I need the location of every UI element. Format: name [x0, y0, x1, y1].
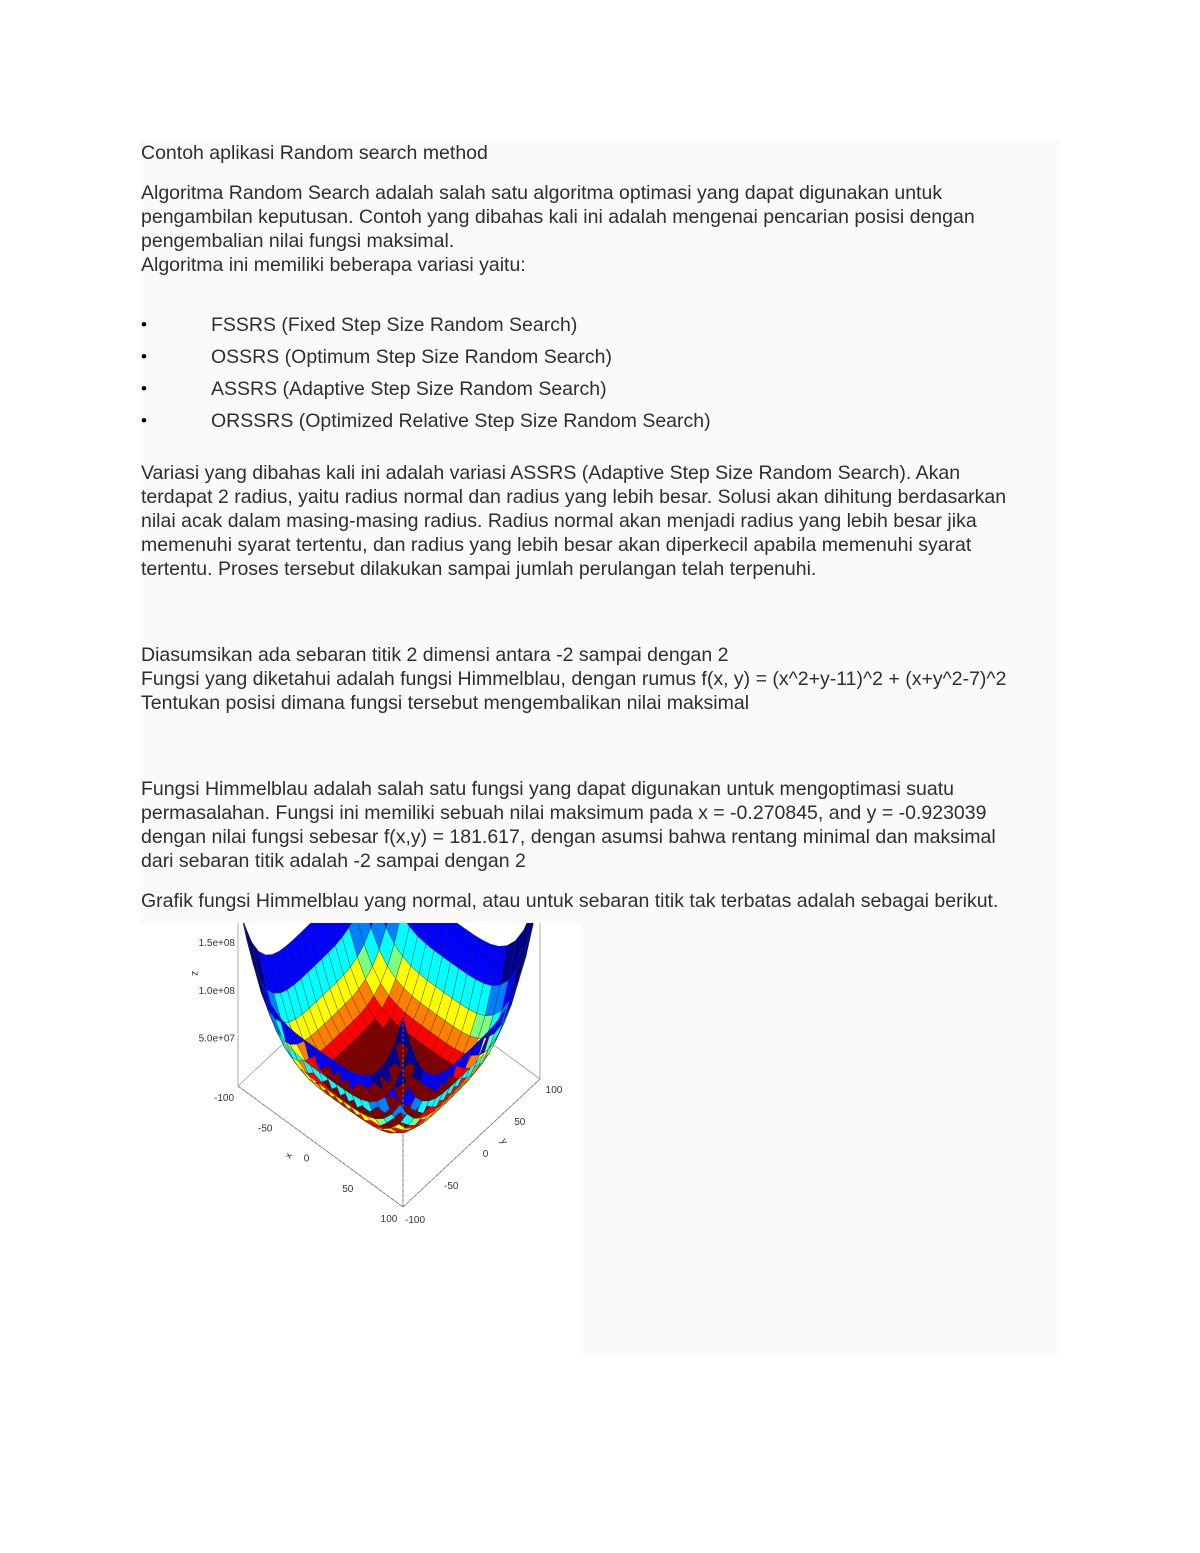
z-tick-label: 1.0e+08	[198, 985, 235, 997]
assrs-line: terdapat 2 radius, yaitu radius normal dan radius yang lebih besar. Solusi akan dihitung berdasarkan	[141, 486, 1007, 508]
x-tick-label: 50	[342, 1183, 354, 1195]
bullet: •	[141, 315, 147, 334]
y-tick-label: 50	[514, 1117, 526, 1128]
list-item-text: ORSSRS (Optimized Relative Step Size Random Search)	[211, 410, 711, 432]
assrs-line: tertentu. Proses tersebut dilakukan sampai jumlah perulangan telah terpenuhi.	[141, 558, 817, 580]
list-item	[141, 377, 1059, 401]
list-item	[141, 313, 1059, 337]
y-axis-label: y	[497, 1136, 510, 1147]
himmelblau-surface-plot	[141, 923, 581, 1353]
y-tick-label: -50	[444, 1181, 459, 1192]
z-tick-label: 1.5e+08	[198, 938, 235, 950]
document-title: Contoh aplikasi Random search method	[141, 142, 488, 164]
x-axis-label: x	[282, 1151, 295, 1161]
intro-line: pengambilan keputusan. Contoh yang dibahas kali ini adalah mengenai pencarian posisi dengan	[141, 206, 975, 228]
surface-plot-svg	[141, 923, 581, 1353]
list-item-text: OSSRS (Optimum Step Size Random Search)	[211, 346, 612, 368]
himmelblau-line: dengan nilai fungsi sebesar f(x,y) = 181.617, dengan asumsi bahwa rentang minimal dan maksimal	[141, 826, 996, 848]
x-tick-label: -100	[213, 1093, 235, 1104]
y-tick-label: -100	[405, 1215, 426, 1226]
list-item-text: FSSRS (Fixed Step Size Random Search)	[211, 314, 578, 336]
himmelblau-line: permasalahan. Fungsi ini memiliki sebuah nilai maksimum pada x = -0.270845, and y = -0.923039	[141, 802, 987, 824]
bullet: •	[141, 347, 147, 366]
bullet: •	[141, 379, 147, 398]
intro-line: Algoritma Random Search adalah salah satu algoritma optimasi yang dapat digunakan untuk	[141, 182, 943, 204]
y-tick-label: 100	[545, 1085, 563, 1096]
problem-line: Diasumsikan ada sebaran titik 2 dimensi antara -2 sampai dengan 2	[141, 644, 729, 666]
x-tick-label: -50	[258, 1123, 273, 1135]
assrs-line: nilai acak dalam masing-masing radius. Radius normal akan menjadi radius yang lebih besar jika	[141, 510, 977, 532]
y-tick-label: 0	[482, 1149, 489, 1160]
document-page	[141, 141, 1059, 1353]
problem-line: Tentukan posisi dimana fungsi tersebut mengembalikan nilai maksimal	[141, 692, 750, 714]
problem-line: Fungsi yang diketahui adalah fungsi Himmelblau, dengan rumus f(x, y) = (x^2+y-11)^2 + (x+y^2-7)^2	[141, 668, 1007, 690]
x-tick-label: 0	[303, 1153, 310, 1165]
intro-line: Algoritma ini memiliki beberapa variasi yaitu:	[141, 254, 526, 276]
z-tick-label: 5.0e+07	[198, 1033, 235, 1045]
z-axis-label: z	[189, 970, 200, 976]
list-item-text: ASSRS (Adaptive Step Size Random Search)	[211, 378, 607, 400]
list-item	[141, 409, 1059, 433]
x-tick-label: 100	[380, 1214, 398, 1225]
assrs-line: Variasi yang dibahas kali ini adalah variasi ASSRS (Adaptive Step Size Random Search). Akan	[141, 462, 961, 484]
assrs-line: memenuhi syarat tertentu, dan radius yang lebih besar akan diperkecil apabila memenuhi syarat	[141, 534, 972, 556]
list-item	[141, 345, 1059, 369]
himmelblau-line: Fungsi Himmelblau adalah salah satu fungsi yang dapat digunakan untuk mengoptimasi suatu	[141, 778, 955, 800]
intro-line: pengembalian nilai fungsi maksimal.	[141, 230, 455, 252]
graph-caption: Grafik fungsi Himmelblau yang normal, atau untuk sebaran titik tak terbatas adalah sebagai berikut.	[141, 890, 999, 912]
himmelblau-line: dari sebaran titik adalah -2 sampai dengan 2	[141, 850, 526, 872]
bullet: •	[141, 411, 147, 430]
